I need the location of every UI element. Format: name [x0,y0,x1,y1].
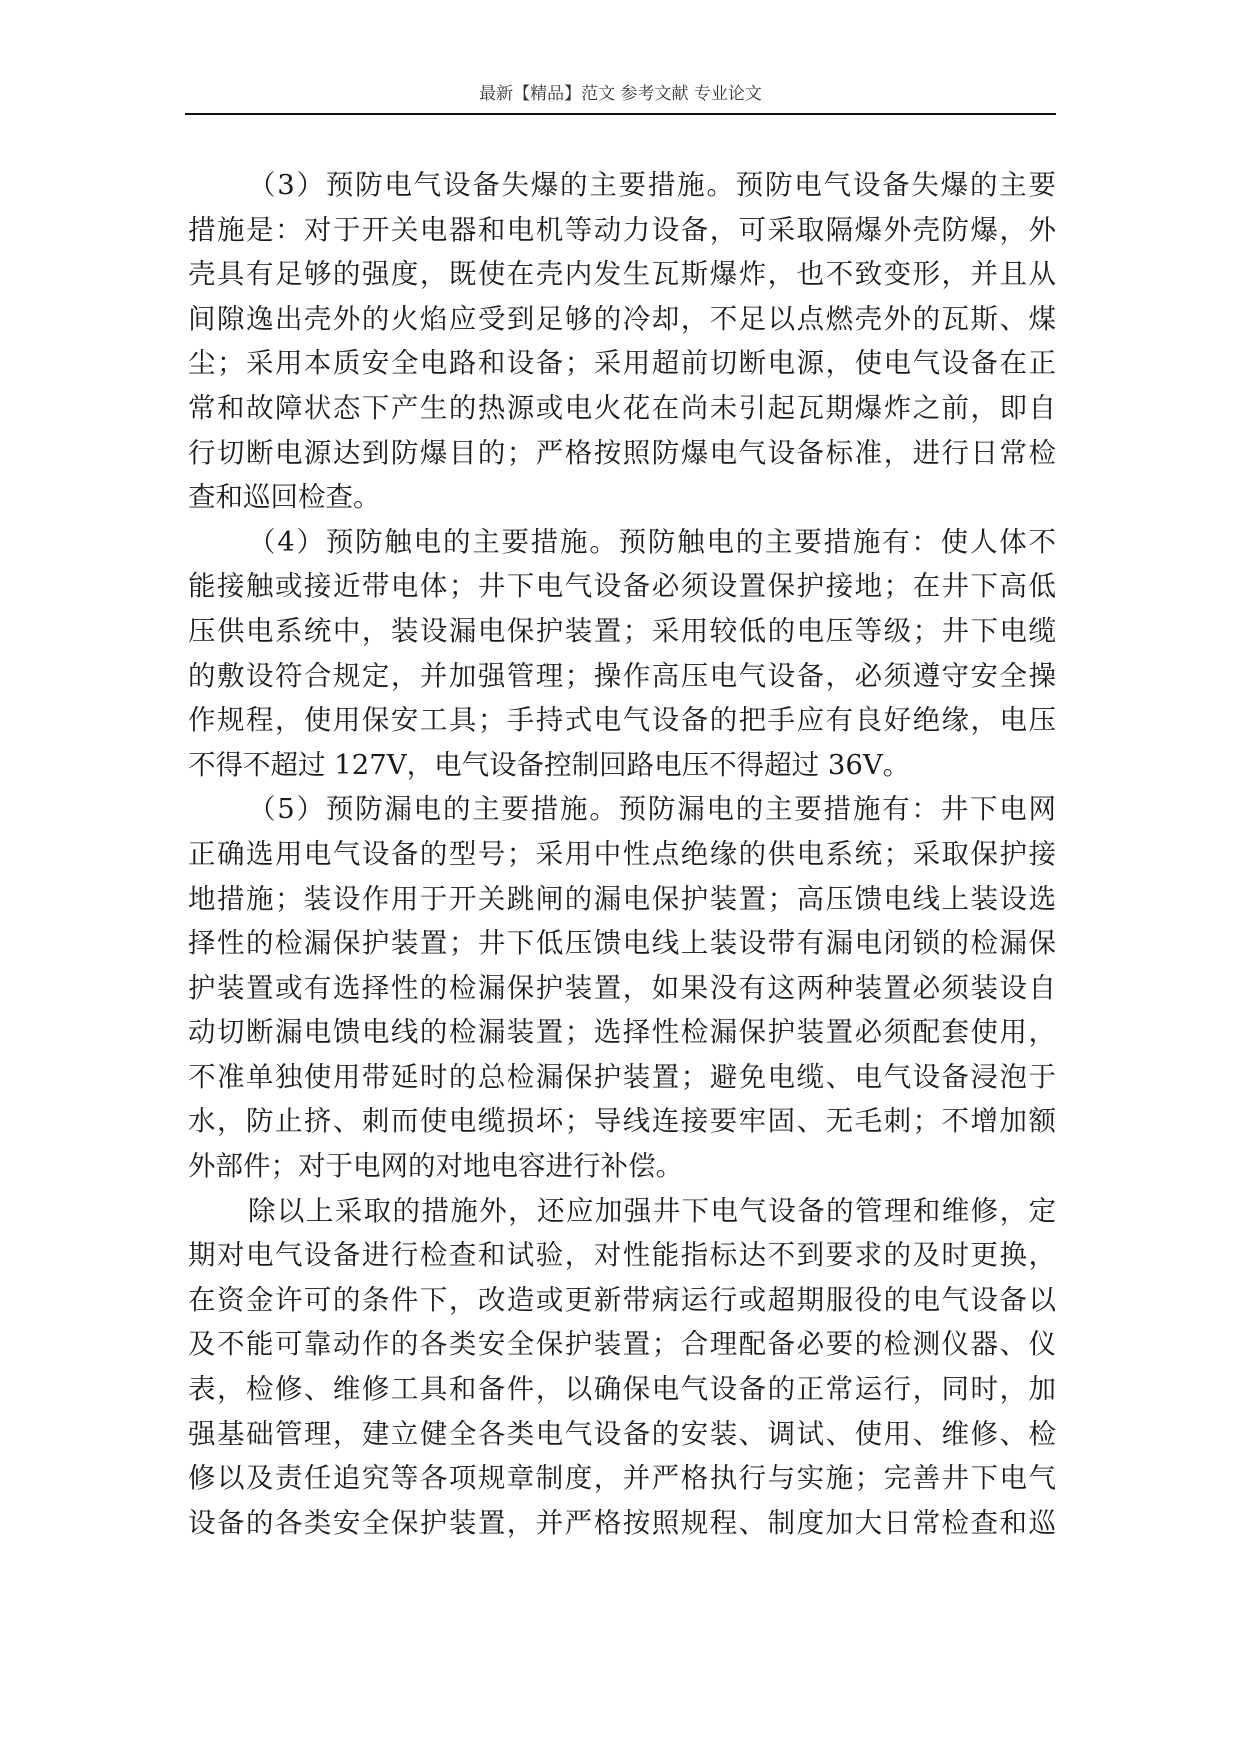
paragraph-line: 除以上采取的措施外，还应加强井下电气设备的管理和维修，定 [248,1194,1056,1227]
paragraph-line: 壳具有足够的强度，既使在壳内发生瓦斯爆炸，也不致变形，并且从 [188,258,1056,291]
paragraph-explosion-proof [188,163,1056,520]
paragraph-line: 外部件；对于电网的对地电容进行补偿。 [188,1150,683,1183]
paragraph-line: 表，检修、维修工具和备件，以确保电气设备的正常运行，同时，加 [188,1373,1056,1406]
paragraph-line: 尘；采用本质安全电路和设备；采用超前切断电源，使电气设备在正 [188,347,1056,380]
paragraph-line: 地措施；装设作用于开关跳闸的漏电保护装置；高压馈电线上装设选 [188,882,1056,915]
paragraph-line: 正确选用电气设备的型号；采用中性点绝缘的供电系统；采取保护接 [188,837,1056,870]
paragraph-line: 不准单独使用带延时的总检漏保护装置；避免电缆、电气设备浸泡于 [188,1060,1056,1093]
paragraph-line: 择性的检漏保护装置；井下低压馈电线上装设带有漏电闭锁的检漏保 [188,927,1056,960]
paragraph-line: 期对电气设备进行检查和试验，对性能指标达不到要求的及时更换， [188,1239,1056,1272]
header-divider [185,113,1056,115]
paragraph-line: 间隙逸出壳外的火焰应受到足够的冷却，不足以点燃壳外的瓦斯、煤 [188,302,1056,335]
paragraph-line: 的敷设符合规定，并加强管理；操作高压电气设备，必须遵守安全操 [188,659,1056,692]
paragraph-line: 行切断电源达到防爆目的；严格按照防爆电气设备标准，进行日常检 [188,436,1056,469]
paragraph-line: 护装置或有选择性的检漏保护装置，如果没有这两种装置必须装设自 [188,971,1056,1004]
paragraph-management [188,1189,1056,1546]
paragraph-line: 设备的各类安全保护装置，并严格按照规程、制度加大日常检查和巡 [188,1506,1056,1539]
paragraph-line: 修以及责任追究等各项规章制度，并严格执行与实施；完善井下电气 [188,1462,1056,1495]
paragraph-line: 强基础管理，建立健全各类电气设备的安装、调试、使用、维修、检 [188,1417,1056,1450]
paragraph-line: 查和巡回检查。 [188,481,381,514]
paragraph-line: 及不能可靠动作的各类安全保护装置；合理配备必要的检测仪器、仪 [188,1328,1056,1361]
paragraph-line: （3）预防电气设备失爆的主要措施。预防电气设备失爆的主要 [248,169,1056,201]
paragraph-line: （4）预防触电的主要措施。预防触电的主要措施有：使人体不 [248,525,1056,558]
paragraph-line: 压供电系统中，装设漏电保护装置；采用较低的电压等级；井下电缆 [188,614,1056,647]
paragraph-line: 不得不超过 127V，电气设备控制回路电压不得超过 36V。 [188,748,911,781]
paragraph-electric-shock [188,520,1056,788]
paragraph-line: 在资金许可的条件下，改造或更新带病运行或超期服役的电气设备以 [188,1283,1056,1316]
paragraph-line: 作规程，使用保安工具；手持式电气设备的把手应有良好绝缘，电压 [188,704,1056,737]
document-body [188,163,1056,1545]
paragraph-line: 常和故障状态下产生的热源或电火花在尚未引起瓦期爆炸之前，即自 [188,391,1056,424]
paragraph-line: （5）预防漏电的主要措施。预防漏电的主要措施有：井下电网 [248,793,1056,826]
paragraph-line: 动切断漏电馈电线的检漏装置；选择性检漏保护装置必须配套使用， [188,1016,1056,1049]
paragraph-line: 能接触或接近带电体；井下电气设备必须设置保护接地；在井下高低 [188,570,1056,603]
paragraph-line: 水，防止挤、刺而使电缆损坏；导线连接要牢固、无毛刺；不增加额 [188,1105,1056,1138]
header-text: 最新【精品】范文 参考文献 专业论文 [479,84,762,104]
paragraph-line: 措施是：对于开关电器和电机等动力设备，可采取隔爆外壳防爆，外 [188,213,1056,246]
paragraph-leakage [188,787,1056,1188]
page-header [185,84,1056,114]
